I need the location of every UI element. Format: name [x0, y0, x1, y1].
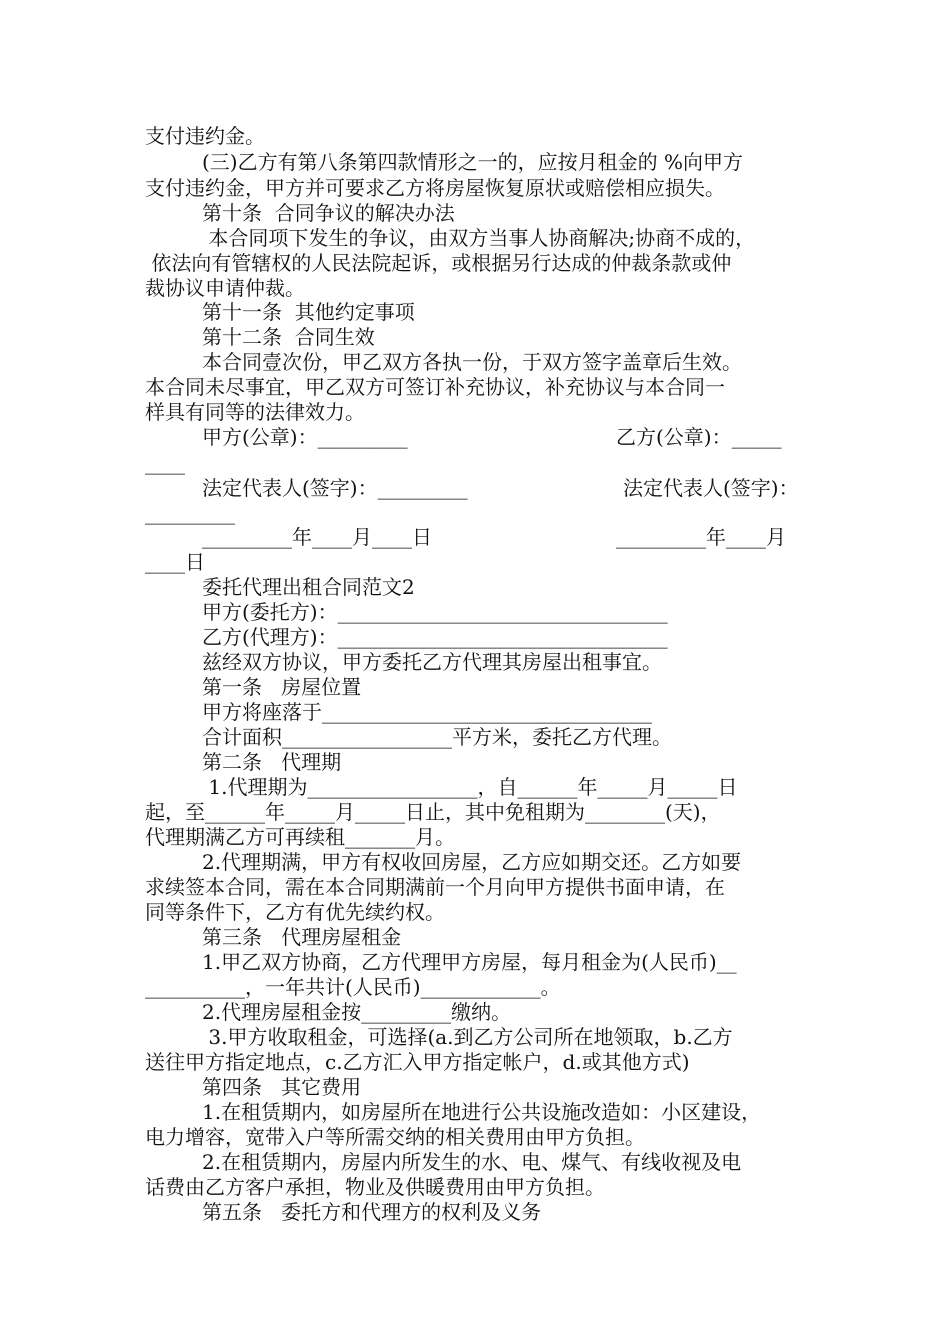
text-line: 送往甲方指定地点，c.乙方汇入甲方指定帐户，d.或其他方式) [145, 1050, 690, 1074]
text-line: 1.甲乙双方协商，乙方代理甲方房屋，每月租金为(人民币)__ [202, 950, 737, 974]
text-line: 合计面积_________________平方米，委托乙方代理。 [202, 725, 672, 749]
party-a-field-line: 甲方(委托方)：_________________________________ [202, 600, 668, 624]
text-line: ____ [145, 451, 185, 475]
text-line: __________，一年共计(人民币)____________。 [145, 975, 561, 999]
text-line: _________ [145, 501, 235, 525]
text-line: 同等条件下，乙方有优先续约权。 [145, 900, 445, 924]
text-line: 支付违约金，甲方并可要求乙方将房屋恢复原状或赔偿相应损失。 [145, 176, 725, 200]
text-line: 裁协议申请仲裁。 [145, 276, 305, 300]
text-line: 1.代理期为_________________，自______年_____月_____日 [202, 775, 738, 799]
party-a-representative-line: 法定代表人(签字)：_________ [202, 476, 468, 500]
text-line: 电力增容，宽带入户等所需交纳的相关费用由甲方负担。 [145, 1125, 645, 1149]
section-heading: 第十条 合同争议的解决办法 [202, 201, 455, 225]
text-line: 支付违约金。 [145, 124, 265, 148]
text-line: 本合同项下发生的争议，由双方当事人协商解决;协商不成的， [202, 226, 756, 250]
section-heading: 第三条 代理房屋租金 [202, 925, 402, 949]
party-b-representative-line: 法定代表人(签字)： [623, 476, 799, 500]
section-heading: 第二条 代理期 [202, 750, 342, 774]
text-line: 代理期满乙方可再续租_______月。 [145, 825, 455, 849]
section-heading: 第十一条 其他约定事项 [202, 300, 415, 324]
text-line: 起，至______年_____月_____日止，其中免租期为________(天)， [145, 800, 721, 824]
party-b-seal-line: 乙方(公章)：_____ [616, 425, 782, 449]
party-b-date-line: _________年____月 [616, 525, 786, 549]
section-heading: 第四条 其它费用 [202, 1075, 362, 1099]
text-line: 3.甲方收取租金，可选择(a.到乙方公司所在地领取，b.乙方 [202, 1025, 733, 1049]
text-line: 求续签本合同，需在本合同期满前一个月向甲方提供书面申请，在 [145, 875, 725, 899]
text-line: 本合同未尽事宜，甲乙双方可签订补充协议，补充协议与本合同一 [145, 375, 725, 399]
party-a-seal-line: 甲方(公章)：_________ [202, 425, 408, 449]
document-title: 委托代理出租合同范文2 [202, 575, 415, 599]
text-line: 话费由乙方客户承担，物业及供暖费用由甲方负担。 [145, 1175, 605, 1199]
text-line: ____日 [145, 550, 205, 574]
section-heading: 第十二条 合同生效 [202, 325, 375, 349]
text-line: 兹经双方协议，甲方委托乙方代理其房屋出租事宜。 [202, 650, 662, 674]
text-line: 依法向有管辖权的人民法院起诉，或根据另行达成的仲裁条款或仲 [145, 251, 732, 275]
section-heading: 第五条 委托方和代理方的权利及义务 [202, 1200, 542, 1224]
text-line: 2.代理房屋租金按_________缴纳。 [202, 1000, 512, 1024]
text-line: 甲方将座落于_________________________________ [202, 700, 652, 724]
text-line: 1.在租赁期内，如房屋所在地进行公共设施改造如：小区建设， [202, 1100, 762, 1124]
text-line: 本合同壹次份，甲乙双方各执一份，于双方签字盖章后生效。 [202, 350, 742, 374]
text-line: 样具有同等的法律效力。 [145, 400, 365, 424]
text-line: (三)乙方有第八条第四款情形之一的，应按月租金的 %向甲方 [202, 150, 743, 174]
party-a-date-line: _________年____月____日 [202, 525, 432, 549]
party-b-field-line: 乙方(代理方)：_________________________________ [202, 625, 668, 649]
section-heading: 第一条 房屋位置 [202, 675, 362, 699]
text-line: 2.在租赁期内，房屋内所发生的水、电、煤气、有线收视及电 [202, 1150, 742, 1174]
text-line: 2.代理期满，甲方有权收回房屋，乙方应如期交还。乙方如要 [202, 850, 742, 874]
